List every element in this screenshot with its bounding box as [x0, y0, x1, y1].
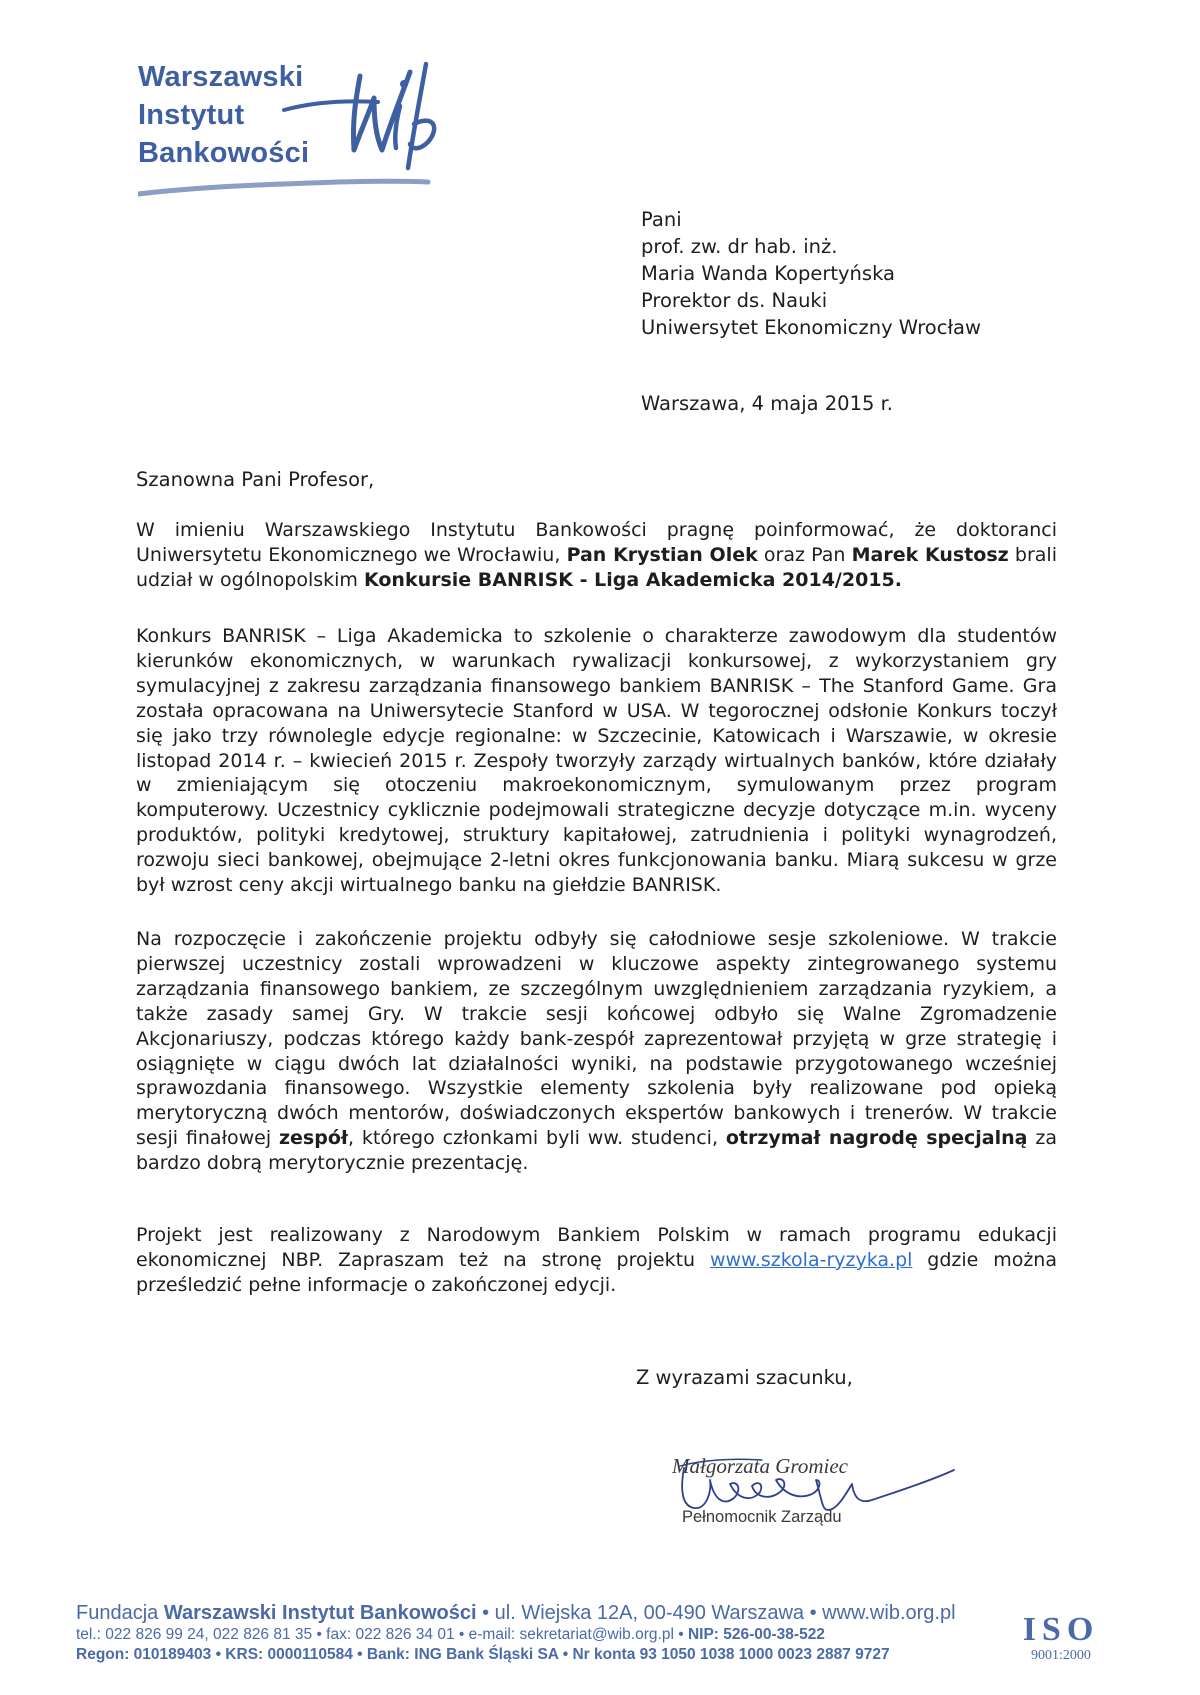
p3-text-1: Na rozpoczęcie i zakończenie projektu odbyły się całodniowe sesje szkoleniowe. W trakcie pierwszej uczestnicy zostali wprowadzeni w kluczowe aspekty zintegrowanego systemu zarządzania finansowego bankiem, ze szczególnym uwzględnieniem zarządzania ryzykiem, a także zasady samej Gry. W trakcie sesji końcowej odbyło się Walne Zgromadzenie Akcjonariuszy, podczas którego każdy bank-zespół zaprezentował przyjętą w grze strategię i osiągnięte w ciągu dwóch lat działalności wyniki, na podstawie przygotowanego wcześniej sprawozdania finansowego. Wszystkie elementy szkolenia były realizowane pod opieką merytoryczną dwóch mentorów, doświadczonych ekspertów bankowych i trenerów. W trakcie sesji finałowej — [136, 928, 1057, 1150]
wib-monogram-icon — [138, 58, 478, 208]
footer-address: • ul. Wiejska 12A, 00-490 Warszawa • www.wib.org.pl — [476, 1602, 956, 1624]
p1-name-1: Pan Krystian Olek — [566, 543, 758, 566]
institute-logo — [138, 58, 478, 208]
signatory-name: Małgorzata Gromiec — [672, 1454, 848, 1478]
iso-certification-mark — [1016, 1612, 1106, 1664]
signature-block — [672, 1440, 972, 1535]
paragraph-3 — [136, 927, 1057, 1176]
p1-text-3: brali udział w ogólnopolskim — [136, 543, 1057, 591]
footer-institute-name: Warszawski Instytut Bankowości — [163, 1602, 477, 1624]
footer-foundation-label: Fundacja — [76, 1602, 164, 1624]
p1-contest-name: Konkursie BANRISK - Liga Akademicka 2014/2015. — [363, 568, 902, 591]
footer-registry: Regon: 010189403 • KRS: 0000110584 • Bank: ING Bank Śląski SA • Nr konta 93 1050 1038 1000 0023 2887 9727 — [76, 1646, 890, 1663]
p4-text-1: Projekt jest realizowany z Narodowym Bankiem Polskim w ramach programu edukacji ekonomicznej NBP. Zapraszam też na stronę projektu — [136, 1224, 1057, 1271]
iso-label: ISO — [1022, 1611, 1100, 1648]
addressee-block — [641, 206, 981, 341]
addressee-line: prof. zw. dr hab. inż. — [641, 235, 838, 258]
iso-standard: 9001:2000 — [1031, 1648, 1091, 1663]
addressee-line: Maria Wanda Kopertyńska — [641, 262, 895, 285]
p3-bold-1: zespół — [278, 1127, 348, 1150]
addressee-line: Pani — [641, 208, 682, 231]
logo-line-3: Bankowości — [138, 137, 310, 169]
p3-text-3: za bardzo dobrą merytorycznie prezentację. — [136, 1127, 1057, 1175]
letterhead-footer — [76, 1601, 976, 1665]
paragraph-1 — [136, 518, 1057, 593]
footer-line-2 — [76, 1625, 976, 1645]
p1-name-2: Marek Kustosz — [851, 543, 1009, 566]
closing-phrase: Z wyrazami szacunku, — [636, 1366, 853, 1389]
paragraph-4 — [136, 1223, 1057, 1298]
footer-line-1 — [76, 1601, 976, 1625]
project-website-link[interactable]: www.szkola-ryzyka.pl — [709, 1248, 913, 1271]
addressee-line: Prorektor ds. Nauki — [641, 289, 828, 312]
p1-text-1: W imieniu Warszawskiego Instytutu Bankowości pragnę poinformować, że doktoranci Uniwersytetu Ekonomicznego we Wrocławiu, — [136, 519, 1057, 566]
footer-nip: NIP: 526-00-38-522 — [687, 1626, 825, 1643]
footer-contact: tel.: 022 826 99 24, 022 826 81 35 • fax: 022 826 34 01 • e-mail: sekretariat@wib.org.pl • — [76, 1626, 688, 1643]
p1-text-2: oraz Pan — [757, 543, 852, 566]
logo-line-1: Warszawski — [138, 61, 304, 93]
addressee-line: Uniwersytet Ekonomiczny Wrocław — [641, 316, 981, 339]
footer-line-3 — [76, 1645, 976, 1665]
p3-bold-2: otrzymał nagrodę specjalną — [725, 1127, 1028, 1150]
logo-line-2: Instytut — [138, 99, 245, 131]
p4-text-2: gdzie można prześledzić pełne informacje o zakończonej edycji. — [136, 1248, 1057, 1296]
signatory-role: Pełnomocnik Zarządu — [682, 1508, 842, 1526]
p3-text-2: , którego członkami byli ww. studenci, — [347, 1127, 726, 1150]
salutation: Szanowna Pani Profesor, — [136, 468, 375, 491]
letter-date: Warszawa, 4 maja 2015 r. — [641, 392, 894, 415]
paragraph-2: Konkurs BANRISK – Liga Akademicka to szkolenie o charakterze zawodowym dla studentów kierunków ekonomicznych, w warunkach rywalizacji konkursowej, z wykorzystaniem gry symulacyjnej z zakresu zarządzania finansowego bankiem BANRISK – The Stanford Game. Gra została opracowana na Uniwersytecie Stanford w USA. W tegorocznej odsłonie Konkurs toczył się jako trzy równolegle edycje regionalne: w Szczecinie, Katowicach i Warszawie, w okresie listopad 2014 r. – kwiecień 2015 r. Zespoły tworzyły zarządy wirtualnych banków, które działały w zmieniającym się otoczeniu makroekonomicznym, symulowanym przez program komputerowy. Uczestnicy cyklicznie podejmowali strategiczne decyzje dotyczące m.in. wyceny produktów, polityki kredytowej, struktury kapitałowej, zatrudnienia i polityki wynagrodzeń, rozwoju sieci bankowej, obejmujące 2-letni okres funkcjonowania banku. Miarą sukcesu w grze był wzrost ceny akcji wirtualnego banku na giełdzie BANRISK. — [136, 625, 1057, 897]
